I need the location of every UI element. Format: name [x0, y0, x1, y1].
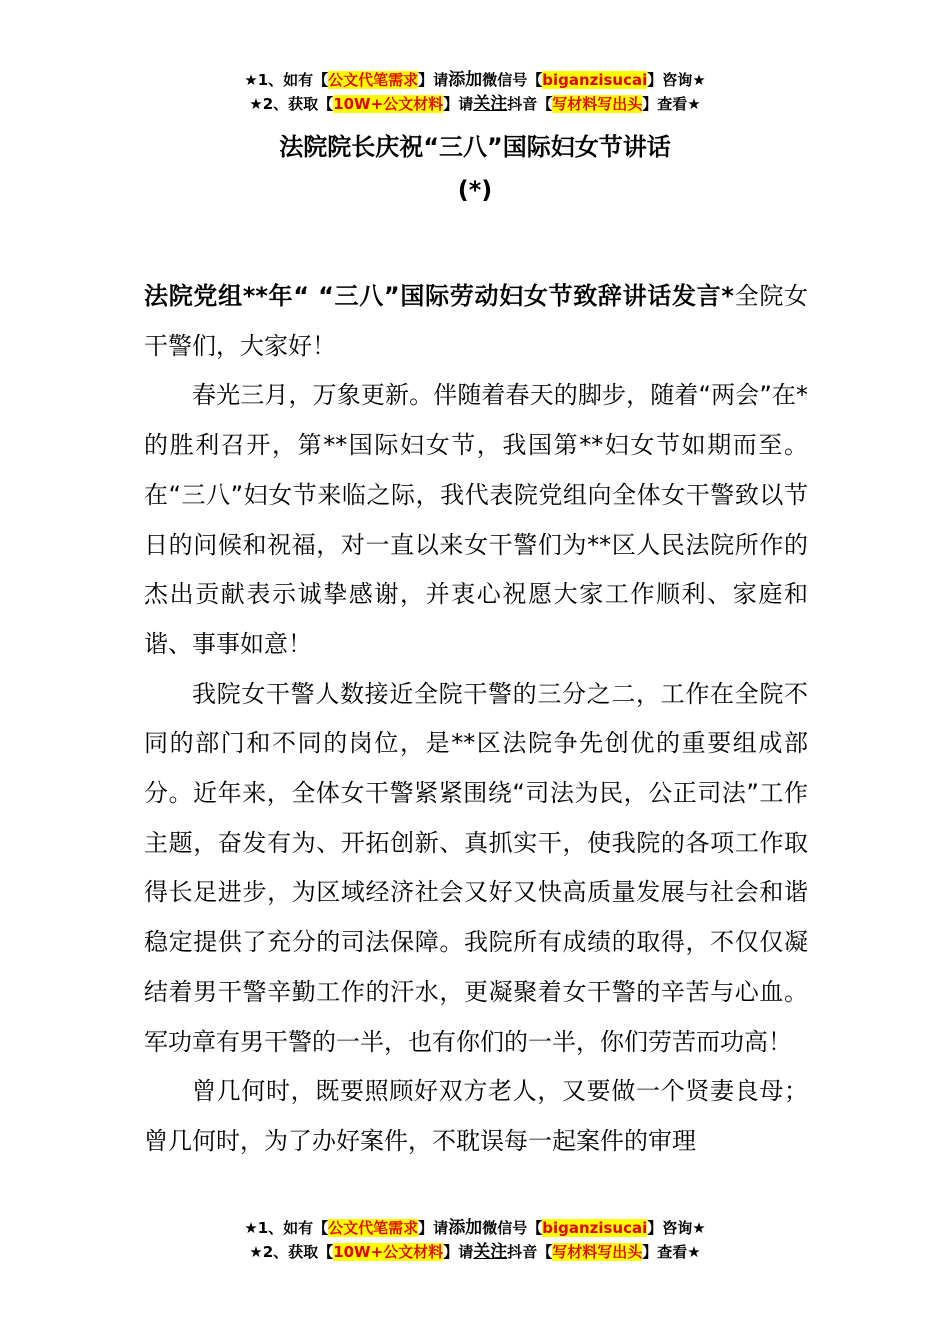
- promo-highlight: 公文代笔需求: [328, 71, 419, 89]
- promo-text: 】请: [418, 71, 449, 89]
- promo-emphasis: 添加: [448, 70, 483, 90]
- promo-highlight: 10W+公文材料: [333, 1243, 444, 1261]
- wechat-id-highlight: biganzisucai: [542, 1219, 648, 1237]
- body-paragraph: 春光三月，万象更新。伴随着春天的脚步，随着“两会”在*的胜利召开，第**国际妇女节，我国第**妇女节如期而至。在“三八”妇女节来临之际，我代表院党组向全体女干警致以节日的问候和祝福，对一直以来女干警们为**区人民法院所作的杰出贡献表示诚挚感谢，并衷心祝愿大家工作顺利、家庭和谐、事事如意！: [144, 381, 808, 658]
- promo-line-2: [0, 1240, 950, 1264]
- douyin-id-highlight: 写材料写出头: [552, 95, 643, 113]
- promo-emphasis: 添加: [448, 1218, 483, 1238]
- document-body: [144, 272, 808, 1167]
- promo-text: 微信号【: [482, 71, 543, 89]
- promo-text: 】查看★: [642, 95, 701, 113]
- promo-text: ★1、如有【: [244, 71, 329, 89]
- promo-text: 】咨询★: [647, 1219, 706, 1237]
- promo-text: 抖音【: [507, 95, 553, 113]
- promo-text: 】请: [443, 1243, 474, 1261]
- promo-emphasis: 关注: [473, 1242, 508, 1262]
- promo-line-2: [0, 92, 950, 116]
- promo-text: 】咨询★: [647, 71, 706, 89]
- promo-text: 微信号【: [482, 1219, 543, 1237]
- promo-text: ★2、获取【: [249, 95, 334, 113]
- body-paragraph: 我院女干警人数接近全院干警的三分之二，工作在全院不同的部门和不同的岗位，是**区法院争先创优的重要组成部分。近年来，全体女干警紧紧围绕“司法为民，公正司法”工作主题，奋发有为、开拓创新、真抓实干，使我院的各项工作取得长足进步，为区域经济社会又好又快高质量发展与社会和谐稳定提供了充分的司法保障。我院所有成绩的取得，不仅仅凝结着男干警辛勤工作的汗水，更凝聚着女干警的辛苦与心血。军功章有男干警的一半，也有你们的一半，你们劳苦而功高！: [144, 679, 808, 1056]
- promo-highlight: 10W+公文材料: [333, 95, 444, 113]
- promo-text: 】查看★: [642, 1243, 701, 1261]
- document-title: 法院院长庆祝“三八”国际妇女节讲话: [279, 133, 671, 161]
- promo-text: ★1、如有【: [244, 1219, 329, 1237]
- document-subtitle: (*): [457, 176, 493, 204]
- salutation: 全院女干警们，大家好！: [144, 282, 809, 360]
- promo-line-1: [0, 1216, 950, 1240]
- wechat-id-highlight: biganzisucai: [542, 71, 648, 89]
- promo-text: ★2、获取【: [249, 1243, 334, 1261]
- promo-text: 抖音【: [507, 1243, 553, 1261]
- promo-line-1: [0, 68, 950, 92]
- promo-highlight: 公文代笔需求: [328, 1219, 419, 1237]
- promo-banner-bottom: [0, 1216, 950, 1264]
- speech-heading: 法院党组**年“ “三八”国际劳动妇女节致辞讲话发言*: [144, 282, 734, 310]
- body-paragraph: 曾几何时，既要照顾好双方老人，又要做一个贤妻良母；曾几何时，为了办好案件，不耽误每一起案件的审理: [144, 1077, 808, 1155]
- promo-emphasis: 关注: [473, 94, 508, 114]
- douyin-id-highlight: 写材料写出头: [552, 1243, 643, 1261]
- promo-banner-top: [0, 68, 950, 116]
- promo-text: 】请: [418, 1219, 449, 1237]
- salutation-paragraph: [144, 272, 808, 371]
- promo-text: 】请: [443, 95, 474, 113]
